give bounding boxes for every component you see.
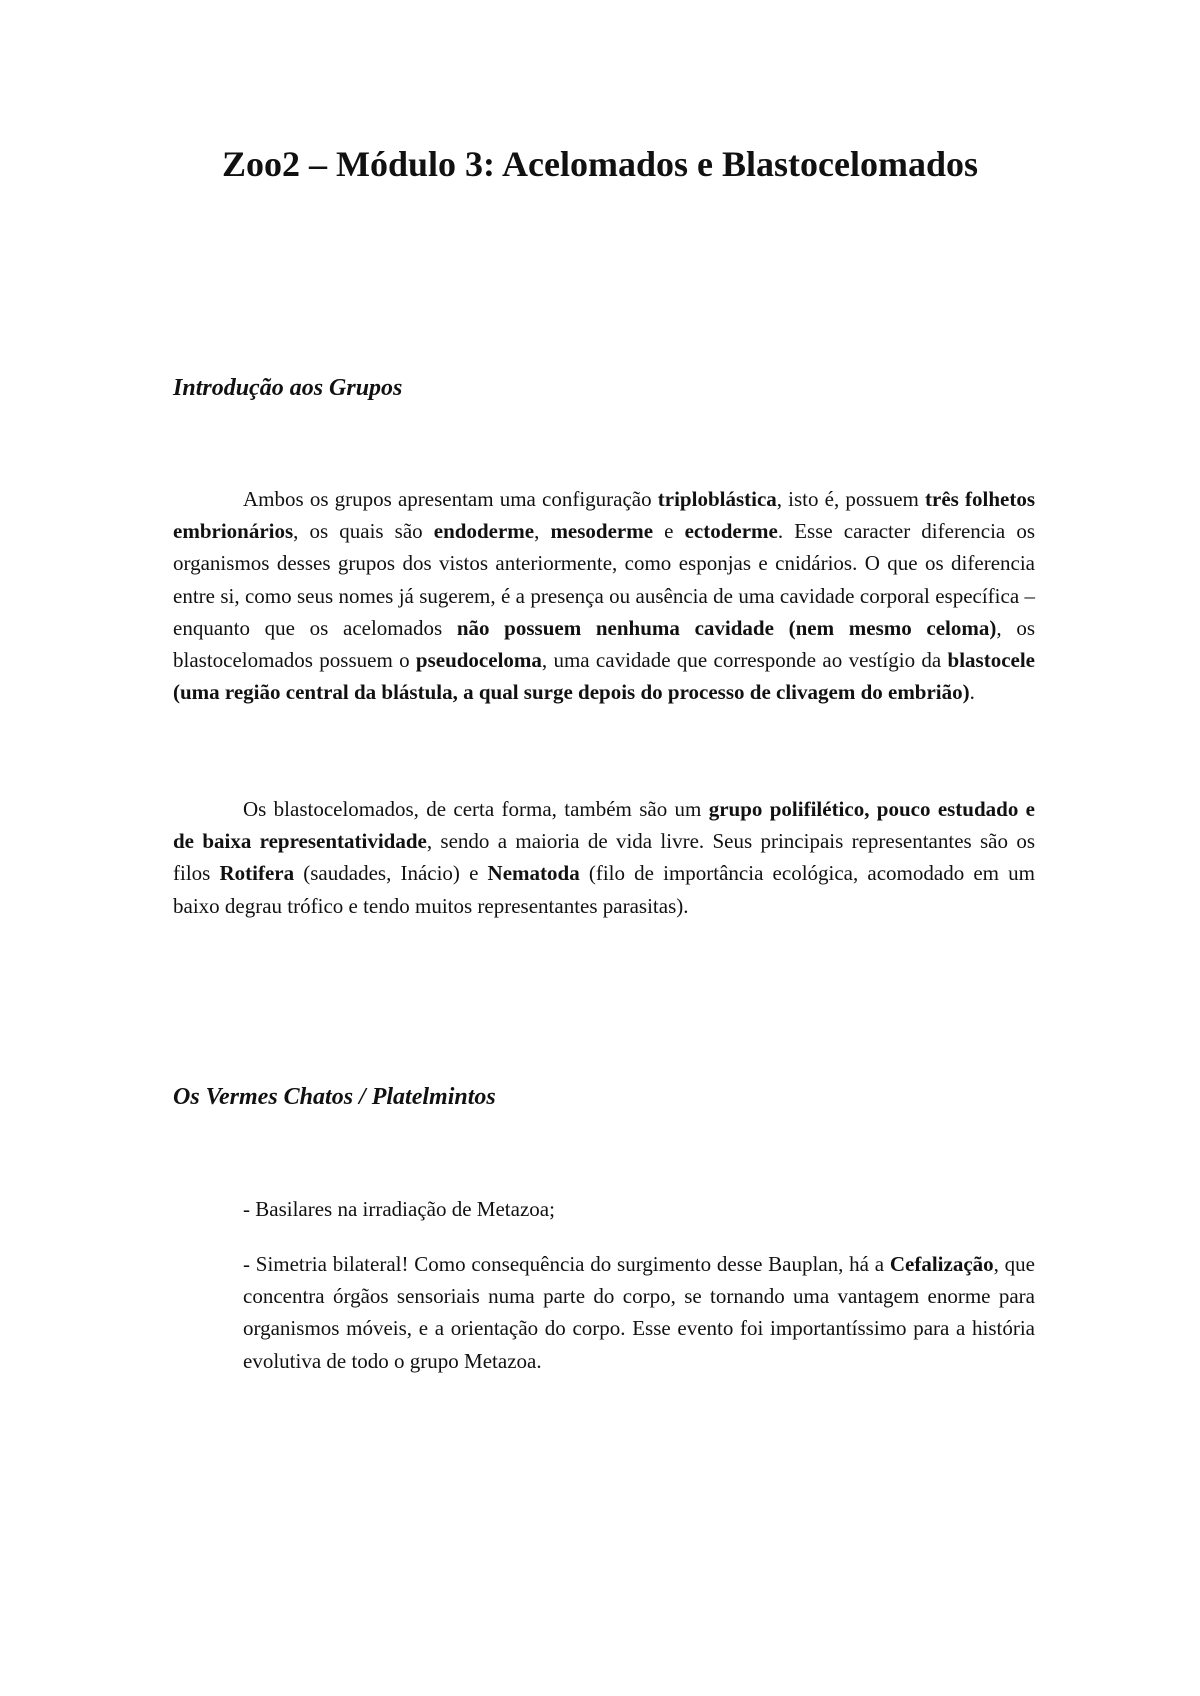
bold-term: Nematoda — [487, 861, 580, 886]
bold-term: endoderme — [433, 519, 535, 544]
bold-term: ectoderme — [684, 519, 778, 544]
bold-term: grupo polifilético, pouco estudado e de baixa representatividade — [173, 797, 1035, 854]
bold-term: Cefalização — [889, 1252, 994, 1276]
bullet-item-basilares: - Basilares na irradiação de Metazoa; — [243, 1197, 555, 1221]
bold-term: não possuem nenhuma cavidade (nem mesmo celoma) — [456, 615, 997, 640]
paragraph-intro-2: Os blastocelomados, de certa forma, também são um grupo polifilético, pouco estudado e de baixa representatividade, sendo a maioria de vida livre. Seus principais representantes são os filos Rotifera (saudades, Inácio) e Nematoda (filo de importância ecológica, acomodado em um baixo degrau trófico e tendo muitos representantes parasitas). — [173, 797, 1035, 918]
bold-term: Rotifera — [219, 861, 295, 886]
bullet-item-simetria: - Simetria bilateral! Como consequência do surgimento desse Bauplan, há a Cefalização, que concentra órgãos sensoriais numa parte do corpo, se tornando uma vantagem enorme para organismos móveis, e a orientação do corpo. Esse evento foi importantíssimo para a história evolutiva de todo o grupo Metazoa. — [243, 1252, 1035, 1373]
section-heading-introducao: Introdução aos Grupos — [173, 375, 403, 401]
paragraph-intro-1: Ambos os grupos apresentam uma configuração triploblástica, isto é, possuem três folhetos embrionários, os quais são endoderme, mesoderme e ectoderme. Esse caracter diferencia os organismos desses grupos dos vistos anteriormente, como esponjas e cnidários. O que os diferencia entre si, como seus nomes já sugerem, é a presença ou ausência de uma cavidade corporal específica – enquanto que os acelomados não possuem nenhuma cavidade (nem mesmo celoma), os blastocelomados possuem o pseudoceloma, uma cavidade que corresponde ao vestígio da blastocele (uma região central da blástula, a qual surge depois do processo de clivagem do embrião). — [173, 487, 1036, 705]
bold-term: pseudoceloma — [415, 648, 542, 673]
bold-term: blastocele (uma região central da blástula, a qual surge depois do processo de clivagem do embrião) — [173, 648, 1035, 705]
bold-term: três folhetos embrionários — [173, 487, 1035, 544]
bold-term: mesoderme — [550, 519, 654, 544]
section-heading-vermes-chatos: Os Vermes Chatos / Platelmintos — [173, 1084, 496, 1110]
page-title: Zoo2 – Módulo 3: Acelomados e Blastocelomados — [222, 144, 978, 184]
bold-term: triploblástica — [657, 487, 777, 511]
